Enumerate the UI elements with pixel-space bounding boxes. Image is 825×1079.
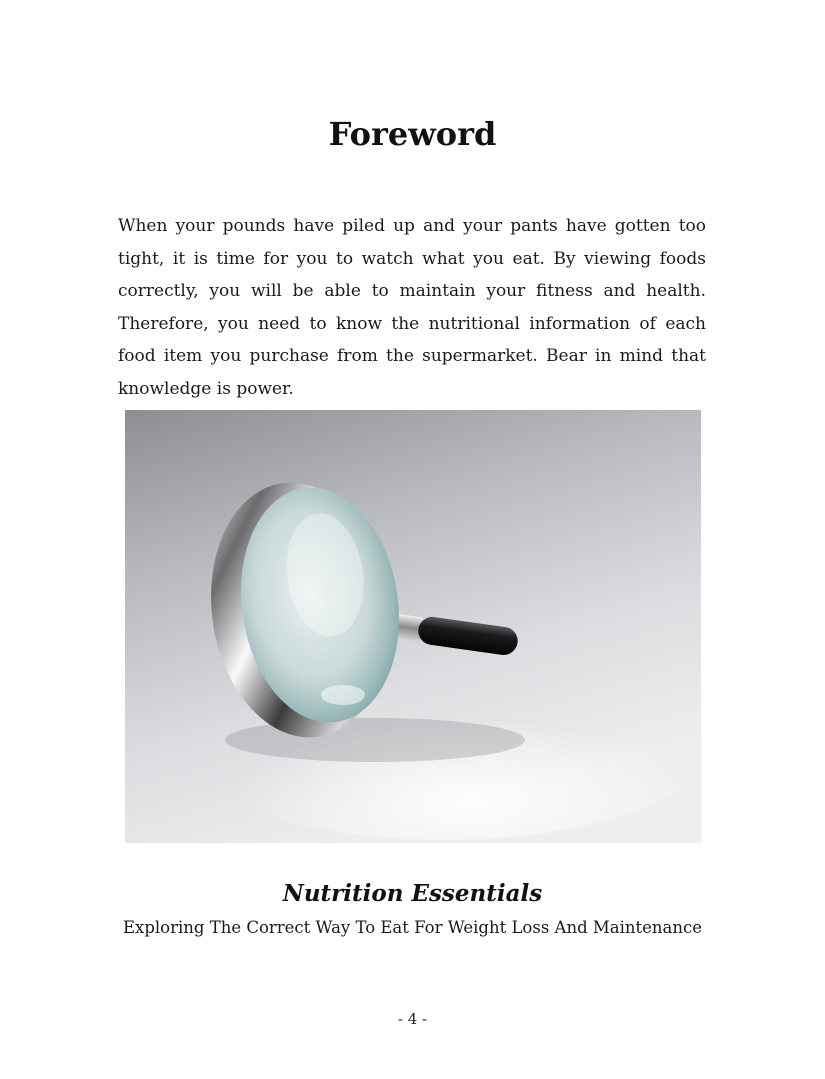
page-title: Foreword <box>328 115 497 153</box>
magnifying-glass-photo <box>125 410 701 843</box>
book-title: Nutrition Essentials <box>282 880 543 907</box>
foreword-paragraph: When your pounds have piled up and your pants have gotten too tight, it is time for you to watch what you eat. By viewing foods correctly, you will be able to maintain your fitness and health. Therefore, you need to know the nutritional information of each food item you purchase from the supermarket. Bear in mind that knowledge is power. <box>118 216 706 399</box>
page-number: - 4 - <box>397 1010 428 1028</box>
magnifying-glass-icon <box>125 410 701 843</box>
book-subtitle: Exploring The Correct Way To Eat For Weight Loss And Maintenance <box>122 918 703 937</box>
